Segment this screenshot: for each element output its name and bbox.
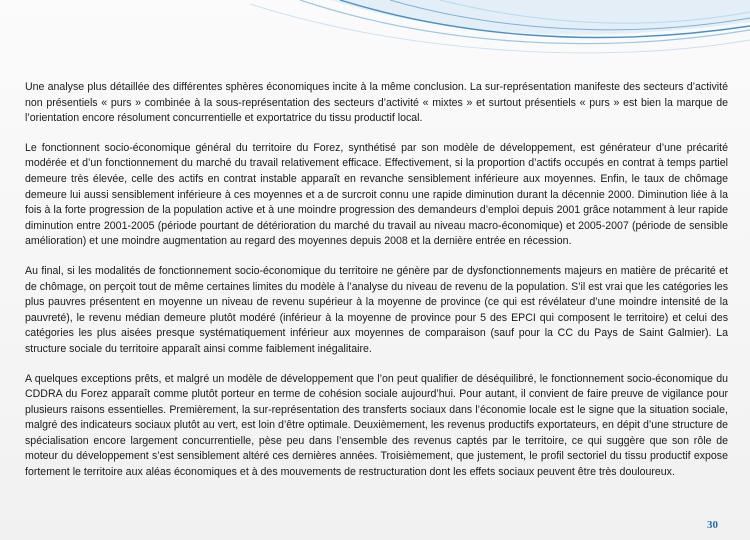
header-wave-decoration [0, 0, 750, 75]
body-text [25, 80, 728, 495]
paragraph-3: Au final, si les modalités de fonctionnement socio-économique du territoire ne génère par de dysfonctionnements majeurs en matière de précarité et de chômage, on perçoit tout de même certaines limites du modèle à l’analyse du niveau de revenu de la population. S’il est vrai que les catégories les plus pauvres présentent en moyenne un niveau de revenu supérieur à la moyenne de province (ce qui est révélateur d’une moindre intensité de la pauvreté), le revenu médian demeure plutôt modéré (inférieur à la moyenne de province pour 5 des EPCI qui composent le territoire) et celui des catégories les plus aisées presque systématiquement inférieur aux moyennes de comparaison (sauf pour la CC du Pays de Saint Galmier). La structure sociale du territoire apparaît ainsi comme faiblement inégalitaire. [25, 264, 728, 355]
paragraph-2: Le fonctionnent socio-économique général du territoire du Forez, synthétisé par son modèle de développement, est générateur d’une précarité modérée et d’un fonctionnement du marché du travail relativement efficace. Effectivement, si la proportion d’actifs occupés en contrat à temps partiel demeure très élevée, celle des actifs en contrat instable apparaît en revanche sensiblement inférieure aux moyennes. Enfin, le taux de chômage demeure lui aussi sensiblement inférieure à ces moyennes et a de surcroit connu une rapide diminution durant la décennie 2000. Diminution liée à la fois à la forte progression de la population active et à une moindre progression des demandeurs d’emploi depuis 2001 grâce notamment à leur rapide diminution entre 2001-2005 (période pourtant de détérioration du marché du travail au niveau macro-économique) et 2005-2007 (période de sensible amélioration) et une moindre augmentation au regard des moyennes depuis 2008 et la dernière entrée en récession. [25, 141, 728, 248]
paragraph-1: Une analyse plus détaillée des différentes sphères économiques incite à la même conclusion. La sur-représentation manifeste des secteurs d’activité non présentiels « purs » combinée à la sous-représentation des secteurs d’activité « mixtes » et surtout présentiels « purs » est bien la marque de l’orientation encore résolument concurrentielle et exportatrice du tissu productif local. [25, 81, 728, 125]
page-number: 30 [707, 519, 718, 531]
paragraph-4: A quelques exceptions prêts, et malgré un modèle de développement que l’on peut qualifier de déséquilibré, le fonctionnement socio-économique du CDDRA du Forez apparaît comme plutôt porteur en terme de cohésion sociale aujourd’hui. Pour autant, il convient de faire preuve de vigilance pour plusieurs raisons essentielles. Premièrement, la sur-représentation des transferts sociaux dans l’économie locale est le signe que la situation sociale, malgré des indicateurs sociaux plutôt au vert, est loin d’être optimale. Deuxièmement, les revenus productifs exportateurs, en dépit d’une structure de spécialisation encore largement concurrentielle, pèse peu dans l’ensemble des revenus captés par le territoire, ce qui suggère que son rôle de moteur du développement s’est sensiblement altéré ces dernières années. Troisièmement, que justement, le profil sectoriel du tissu productif expose fortement le territoire aux aléas économiques et à des mouvements de restructuration dont les effets sociaux peuvent être très douloureux. [25, 372, 728, 479]
